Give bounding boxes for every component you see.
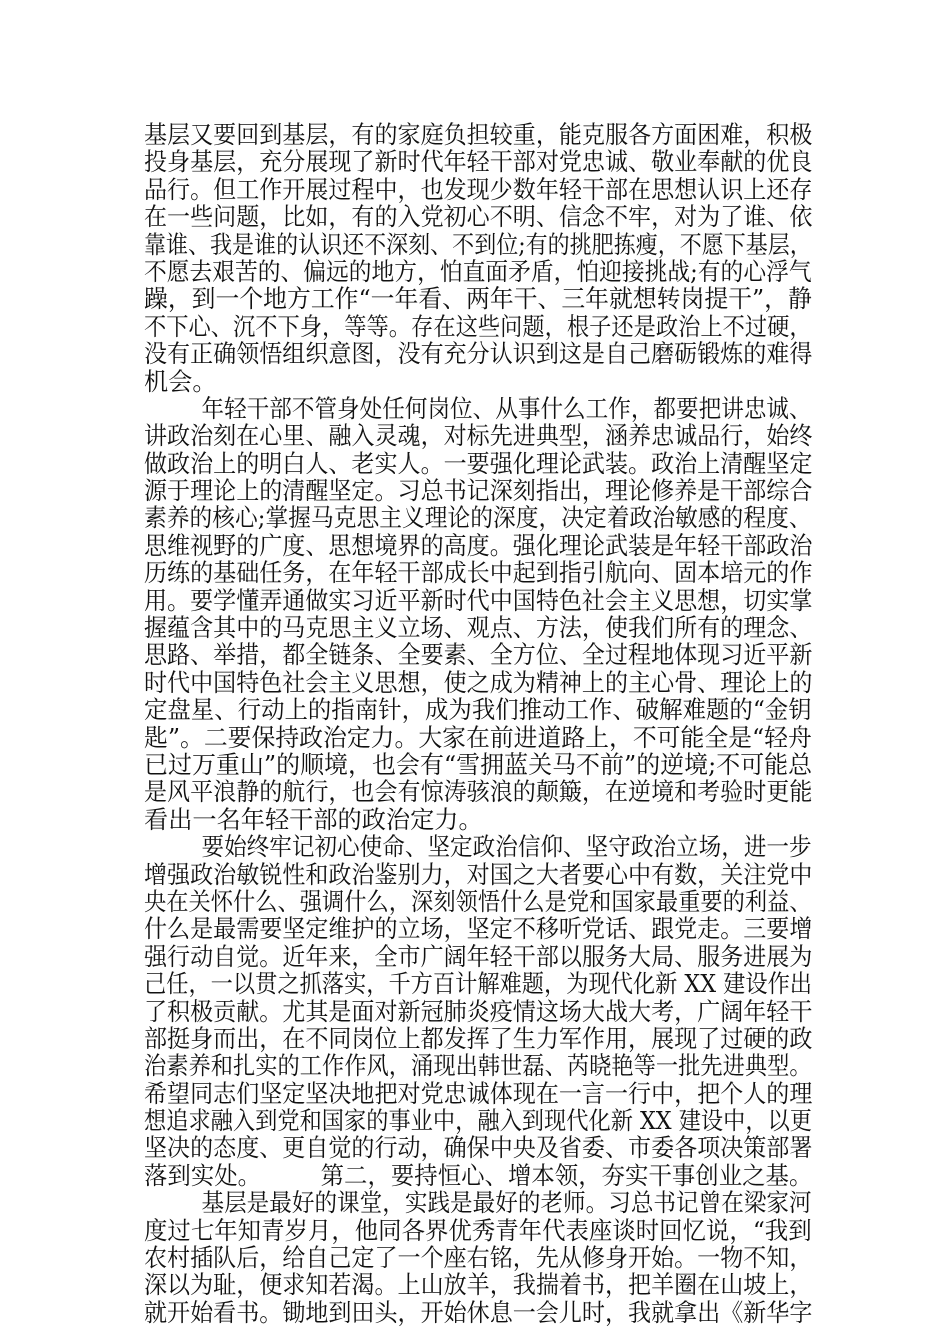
text-line: 部挺身而出，在不同岗位上都发挥了生力军作用，展现了过硬的政 bbox=[144, 1024, 813, 1053]
text-line: 强行动自觉。近年来，全市广阔年轻干部以服务大局、服务进展为 bbox=[144, 942, 813, 971]
text-line: 定盘星、行动上的指南针，成为我们推动工作、破解难题的“金钥 bbox=[144, 696, 812, 725]
text-line: 握蕴含其中的马克思主义立场、观点、方法，使我们所有的理念、 bbox=[144, 614, 813, 643]
text-line: 要始终牢记初心使命、坚定政治信仰、坚守政治立场，进一步 bbox=[144, 833, 812, 862]
text-line: 匙”。二要保持政治定力。大家在前进道路上，不可能全是“轻舟 bbox=[144, 723, 812, 752]
text-line: 思维视野的广度、思想境界的高度。强化理论武装是年轻干部政治 bbox=[144, 531, 813, 560]
text-line: 深以为耻，便求知若渴。上山放羊，我揣着书，把羊圈在山坡上， bbox=[144, 1271, 813, 1300]
text-line: 治素养和扎实的工作作风，涌现出韩世磊、芮晓艳等一批先进典型。 bbox=[144, 1052, 812, 1081]
text-line: 增强政治敏锐性和政治鉴别力，对国之大者要心中有数，关注党中 bbox=[144, 860, 813, 889]
text-line: 时代中国特色社会主义思想，使之成为精神上的主心骨、理论上的 bbox=[144, 668, 813, 697]
text-line: 不愿去艰苦的、偏远的地方，怕直面矛盾，怕迎接挑战;有的心浮气 bbox=[144, 257, 812, 286]
text-line: 躁，到一个地方工作“一年看、两年干、三年就想转岗提干”，静 bbox=[144, 285, 812, 314]
text-line: 投身基层，充分展现了新时代年轻干部对党忠诚、敬业奉献的优良 bbox=[144, 148, 813, 177]
text-line: 靠谁、我是谁的认识还不深刻、不到位;有的挑肥拣瘦，不愿下基层， bbox=[144, 230, 812, 259]
text-line: 落到实处。 第二，要持恒心、增本领，夯实干事创业之基。 bbox=[144, 1161, 813, 1190]
text-line: 想追求融入到党和国家的事业中，融入到现代化新 XX 建设中，以更 bbox=[144, 1107, 813, 1136]
text-line: 希望同志们坚定坚决地把对党忠诚体现在一言一行中，把个人的理 bbox=[144, 1079, 813, 1108]
text-line: 机会。 bbox=[144, 367, 217, 396]
document-body bbox=[144, 122, 812, 1327]
text-line: 基层是最好的课堂，实践是最好的老师。习总书记曾在梁家河 bbox=[144, 1189, 812, 1218]
text-line: 用。要学懂弄通做实习近平新时代中国特色社会主义思想，切实掌 bbox=[144, 586, 813, 615]
text-line: 在一些问题，比如，有的入党初心不明、信念不牢，对为了谁、依 bbox=[144, 203, 813, 232]
text-line: 已过万重山”的顺境，也会有“雪拥蓝关马不前”的逆境;不可能总 bbox=[144, 750, 813, 779]
text-line: 不下心、沉不下身，等等。存在这些问题，根子还是政治上不过硬， bbox=[144, 312, 812, 341]
text-line: 央在关怀什么、强调什么，深刻领悟什么是党和国家最重要的利益、 bbox=[144, 887, 812, 916]
text-line: 没有正确领悟组织意图，没有充分认识到这是自己磨砺锻炼的难得 bbox=[144, 340, 813, 369]
text-line: 思路、举措，都全链条、全要素、全方位、全过程地体现习近平新 bbox=[144, 641, 813, 670]
text-line: 讲政治刻在心里、融入灵魂，对标先进典型，涵养忠诚品行，始终 bbox=[144, 422, 813, 451]
text-line: 己任，一以贯之抓落实，千方百计解难题，为现代化新 XX 建设作出 bbox=[144, 970, 813, 999]
text-line: 了积极贡献。尤其是面对新冠肺炎疫情这场大战大考，广阔年轻干 bbox=[144, 997, 813, 1026]
text-line: 素养的核心;掌握马克思主义理论的深度，决定着政治敏感的程度、 bbox=[144, 504, 812, 533]
text-line: 看出一名年轻干部的政治定力。 bbox=[144, 805, 483, 834]
text-line: 就开始看书。锄地到田头，开始休息一会儿时，我就拿出《新华字 bbox=[144, 1298, 813, 1327]
text-line: 是风平浪静的航行，也会有惊涛骇浪的颠簸，在逆境和考验时更能 bbox=[144, 778, 813, 807]
text-line: 历练的基础任务，在年轻干部成长中起到指引航向、固本培元的作 bbox=[144, 559, 813, 588]
text-line: 基层又要回到基层，有的家庭负担较重，能克服各方面困难，积极 bbox=[144, 121, 813, 149]
text-line: 度过七年知青岁月，他同各界优秀青年代表座谈时回忆说，“我到 bbox=[144, 1216, 812, 1245]
text-line: 农村插队后，给自己定了一个座右铭，先从修身开始。一物不知， bbox=[144, 1244, 813, 1273]
text-line: 什么是最需要坚定维护的立场，坚定不移听党话、跟党走。三要增 bbox=[144, 915, 813, 944]
text-line: 品行。但工作开展过程中，也发现少数年轻干部在思想认识上还存 bbox=[144, 175, 813, 204]
text-line: 年轻干部不管身处任何岗位、从事什么工作，都要把讲忠诚、 bbox=[144, 394, 812, 423]
text-line: 源于理论上的清醒坚定。习总书记深刻指出，理论修养是干部综合 bbox=[144, 477, 813, 506]
text-line: 坚决的态度、更自觉的行动，确保中央及省委、市委各项决策部署 bbox=[144, 1134, 813, 1163]
text-line: 做政治上的明白人、老实人。一要强化理论武装。政治上清醒坚定 bbox=[144, 449, 813, 478]
